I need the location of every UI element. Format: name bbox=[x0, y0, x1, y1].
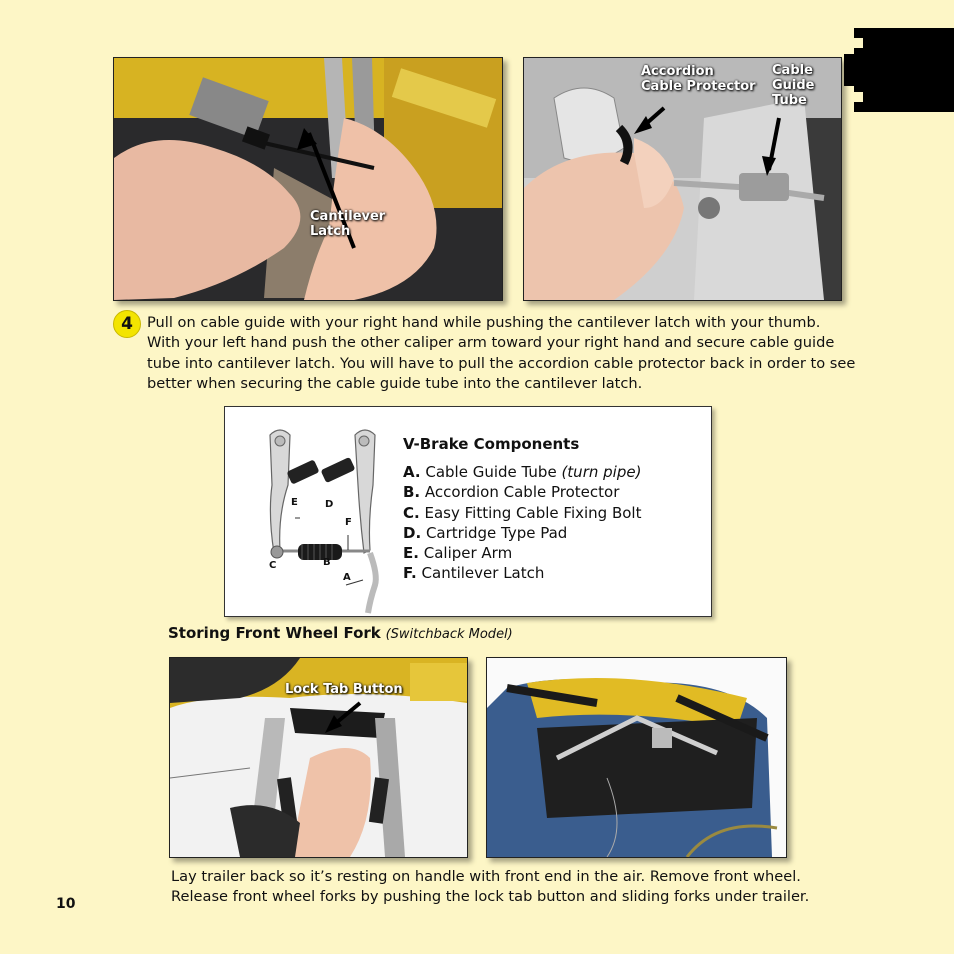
step-instructions bbox=[147, 313, 855, 394]
photo-trailer-forks bbox=[486, 657, 787, 858]
step-line: With your left hand push the other caliper arm toward your right hand and secure cable guide bbox=[147, 334, 835, 352]
vbrake-diagram bbox=[260, 425, 385, 615]
chapter-tab-marker bbox=[844, 28, 954, 112]
storing-line: Lay trailer back so it’s resting on handle with front end in the air. Remove front wheel. bbox=[171, 868, 801, 885]
label-cantilever-latch: Cantilever Latch bbox=[310, 209, 386, 239]
storing-instructions bbox=[171, 867, 809, 908]
diagram-letter-d: D bbox=[325, 499, 334, 510]
diagram-letter-b: B bbox=[323, 557, 331, 568]
label-accordion-cable-protector: Accordion Cable Protector bbox=[641, 64, 756, 94]
page-number: 10 bbox=[56, 896, 76, 912]
step-number-badge: 4 bbox=[113, 310, 141, 338]
step-line: better when securing the cable guide tube into the cantilever latch. bbox=[147, 374, 643, 392]
diagram-letter-a: A bbox=[343, 572, 351, 583]
vbrake-item: A. Cable Guide Tube (turn pipe) bbox=[403, 463, 642, 481]
vbrake-components-panel bbox=[224, 406, 712, 617]
step-line: Pull on cable guide with your right hand while pushing the cantilever latch with your thumb. bbox=[147, 314, 821, 331]
storing-line: Release front wheel forks by pushing the lock tab button and sliding forks under trailer. bbox=[171, 888, 810, 906]
vbrake-title: V-Brake Components bbox=[403, 435, 580, 453]
step-line: tube into cantilever latch. You will have to pull the accordion cable protector back in order to see bbox=[147, 354, 856, 372]
storing-section-heading: Storing Front Wheel Fork (Switchback Model) bbox=[168, 624, 513, 642]
vbrake-item: C. Easy Fitting Cable Fixing Bolt bbox=[403, 503, 642, 522]
vbrake-item: E. Caliper Arm bbox=[403, 544, 513, 563]
photo-cantilever-latch bbox=[113, 57, 503, 301]
vbrake-item: B. Accordion Cable Protector bbox=[403, 483, 620, 502]
diagram-letter-f: F bbox=[345, 517, 352, 528]
label-lock-tab-button: Lock Tab Button bbox=[285, 682, 403, 697]
vbrake-item: F. Cantilever Latch bbox=[403, 564, 545, 583]
vbrake-item: D. Cartridge Type Pad bbox=[403, 523, 568, 542]
label-cable-guide-tube: Cable Guide Tube bbox=[772, 63, 815, 108]
vbrake-component-list bbox=[403, 462, 641, 584]
diagram-letter-c: C bbox=[269, 560, 277, 571]
diagram-letter-e: E bbox=[291, 497, 298, 508]
